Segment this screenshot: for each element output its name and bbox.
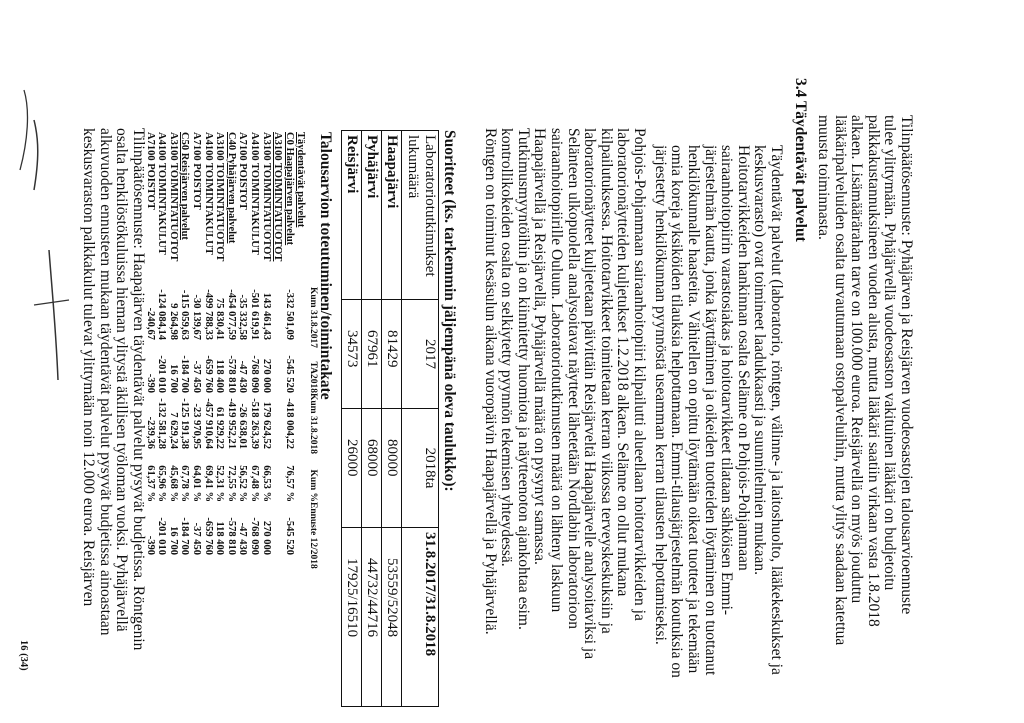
value-2018ta: 26000 [342, 409, 362, 528]
row-name: Pyhäjärvi [362, 131, 382, 300]
budget-cell: -457 910,64 [202, 398, 214, 449]
text-line: keskusvaraston palkkakulut tulevat ylittymään noin 12.000 euroa. Reisjärven [80, 128, 98, 607]
page-number: 16 (34) [18, 640, 29, 671]
budget-cell: 118 400 [214, 359, 226, 393]
budget-cell: -239,36 [144, 416, 156, 449]
section-heading: 3.4 Täydentävät palvelut [792, 78, 809, 242]
budget-row-label: A4100 TOIMINTAKULUT [156, 132, 168, 255]
budget-row-label: A4100 TOIMINTAKULUT [249, 132, 261, 255]
budget-cell: -499 788,33 [202, 289, 214, 340]
budget-cell: -47 430 [237, 360, 249, 393]
header-cell: 31.8.2017/31.8.2018 [402, 528, 439, 707]
budget-cell: -501 619,91 [249, 289, 261, 340]
row-name: Haapajärvi [382, 131, 402, 300]
budget-cell: -545 520 [283, 517, 295, 555]
budget-cell: 143 461,43 [260, 292, 272, 340]
budget-header-cell: Kum 31.8.2017 [308, 287, 318, 348]
value-period: 17925/16510 [342, 528, 362, 707]
budget-row-label: C40 Pyhäjärven palvelut [225, 132, 237, 244]
budget-header-cell: Kum 31.8.2018 [308, 393, 318, 454]
budget-row-label: A3100 TOIMINTATUOTOT [260, 132, 272, 262]
text-line: osalta henkilöstökuluissa hieman ylitystä äkillisen työloman vuoksi. Pyhäjärvellä [113, 128, 131, 632]
budget-cell: 65,96 % [156, 465, 168, 502]
budget-row-label: A7100 POISTOT [144, 132, 156, 210]
text-line: alkaen. Lisämäärärahan tarve on 100.000 euroa. Reisjärvellä on myös jouduttu [848, 115, 866, 604]
budget-cell: -418 004,22 [283, 398, 295, 449]
budget-row-label: A3100 TOIMINTATUOTOT [167, 132, 179, 262]
budget-cell: -659 760 [202, 517, 214, 555]
budget-row-label: Täydentävät palvelut [295, 132, 307, 228]
budget-cell: 118 400 [214, 521, 226, 555]
text-line: keskusvarasto) ovat toimineet laadukkaasti ja suunnitelmien mukaan. [751, 145, 769, 576]
budget-cell: 179 624,52 [260, 401, 272, 449]
budget-cell: -47 430 [237, 522, 249, 555]
budget-cell: 9 264,98 [167, 303, 179, 340]
budget-cell: 7 629,24 [167, 412, 179, 449]
budget-cell: -419 952,21 [225, 398, 237, 449]
budget-header-cell: Kum % [308, 469, 318, 502]
text-line: järjestelmän kautta, jonka käyttäminen ja oikeiden tuotteiden löytäminen on tuottanut [701, 145, 719, 676]
header-cell: Laboratoriotutkimukset lukumäärä [402, 131, 439, 300]
header-cell: 2017 [402, 300, 439, 409]
budget-cell: -184 700 [179, 517, 191, 555]
value-2017: 34573 [342, 300, 362, 409]
budget-heading: Talousarvion toteutuminen/toimintakate [317, 132, 334, 400]
budget-cell: 16 700 [167, 364, 179, 393]
text-line: henkilökunnalle haasteita. Vähitellen on opittu löytämään oikeat tuotteet ja tekemään [685, 145, 703, 674]
budget-cell: -23 970,95 [191, 403, 203, 449]
text-line: sairaanhoitopiirin varastosiakas ja hoitotarvikkeet tilataan sähköisen Emmi- [718, 145, 736, 616]
text-line: tulee ylittymään. Pyhäjärvellä vuodeosaston vakituinen lääkäri on budjetoitu [881, 115, 899, 591]
text-line: Röntgen on toiminut kesäsulun aikana vuoropäivin Haapajärvellä ja Pyhäjärvellä. [481, 128, 499, 635]
budget-cell: -124 084,14 [156, 289, 168, 340]
text-line: kilpailutuksessa. Hoitotarvikkeet toimitetaan kerran viikossa terveyskeskuksiin ja [597, 128, 615, 634]
budget-cell: 69,41 % [202, 465, 214, 502]
budget-cell: -390 [144, 535, 156, 555]
budget-row-label: A3100 TOIMINTATUOTOT [272, 132, 284, 262]
value-2018ta: 68000 [362, 409, 382, 528]
budget-cell: 76,57 % [283, 465, 295, 502]
budget-row-label: C0 Haapajärven palvelut [283, 132, 295, 246]
budget-cell: -768 090 [249, 355, 261, 393]
budget-cell: 64,01 % [191, 465, 203, 502]
budget-row-label: A4100 TOIMINTAKULUT [202, 132, 214, 255]
text-line: Tilinpäätösennuste: Haapajärven täydentävät palvelut pysyvät budjetissa. Röntgenin [130, 128, 147, 651]
budget-cell: 270 000 [260, 520, 272, 555]
budget-cell: -578 810 [225, 517, 237, 555]
budget-cell: -332 501,09 [283, 289, 295, 340]
value-period: 44732/44716 [362, 528, 382, 707]
text-line: alkuvuoden ennusteen mukaan täydentävät palvelut pysyvät budjetissa ainoastaan [96, 128, 114, 636]
text-line: lääkäripalveluiden osalta turvautumaan ostopalveluihin, mutta ylitys saadaan katettua [831, 115, 849, 646]
budget-cell: 61 929,22 [214, 407, 226, 449]
budget-cell: -184 700 [179, 355, 191, 393]
value-2017: 81429 [382, 300, 402, 409]
text-line: muusta toiminnasta. [815, 115, 833, 240]
budget-row-label: C50 Reisjärven palvelut [179, 132, 191, 240]
row-name: Reisjärvi [342, 131, 362, 300]
text-line: Hoitotarvikkeiden hankinnan osalta Selänne on Pohjois-Pohjanmaan [734, 145, 752, 571]
budget-cell: 52,31 % [214, 465, 226, 502]
text-line: järjestetty henkilökunnan pyynnöstä useamman kerran tilausten helpottamiseksi. [651, 145, 669, 645]
budget-cell: -132 581,28 [156, 398, 168, 449]
budget-cell: 72,55 % [225, 465, 237, 502]
text-line: Pohjois-Pohjanmaan sairaanhoitopiiri kilpailutti alueellaan hoitotarvikkeiden ja [631, 128, 648, 621]
budget-cell: 45,68 % [167, 465, 179, 502]
budget-row-label: A7100 POISTOT [191, 132, 203, 210]
budget-cell: -578 810 [225, 355, 237, 393]
value-2017: 67961 [362, 300, 382, 409]
budget-cell: -201 010 [156, 517, 168, 555]
budget-cell: -768 090 [249, 517, 261, 555]
budget-cell: -659 760 [202, 355, 214, 393]
budget-header-cell: TA2018 [308, 361, 318, 393]
text-line: laboratorionäytteiden kuljetukset 1.2.2018 alkaen. Selänne on ollut mukana [614, 128, 632, 597]
value-period: 53559/52048 [382, 528, 402, 707]
budget-cell: 56,52 % [237, 465, 249, 502]
budget-cell: 66,53 % [260, 465, 272, 502]
budget-cell: -30 139,67 [191, 294, 203, 340]
budget-cell: 67,48 % [249, 465, 261, 502]
text-line: omia koreja yksiköiden tilauksia helpottamaan. Emmi-tilausjärjestelmän koutuksia on [668, 145, 686, 678]
text-line: Tilinpäätösennuste: Pyhäjärven ja Reisjärven vuodeosastojen talousarvioennuste [898, 115, 915, 615]
budget-row-label: A7100 POISTOT [237, 132, 249, 210]
budget-cell: 270 000 [260, 358, 272, 393]
budget-cell: -390 [144, 373, 156, 393]
budget-row-label: A3100 TOIMINTATUOTOT [214, 132, 226, 262]
budget-cell: -125 191,38 [179, 398, 191, 449]
budget-cell: -35 332,58 [237, 294, 249, 340]
budget-cell: -454 077,59 [225, 289, 237, 340]
budget-cell: -26 638,01 [237, 403, 249, 449]
budget-cell: 75 830,41 [214, 298, 226, 340]
text-line: kontrollikokeiden osalta on selkiytetty pyynnön tekemisen yhteydessä. [498, 128, 516, 567]
text-line: palkkakustannuksineen vuoden alusta, mutta lääkäri saatiin virkaan vasta 1.8.2018 [864, 115, 882, 627]
text-line: Täydentävät palvelut (laboratorio, röntgen, välinne- ja laitoshuolto, lääkekeskukset ja [768, 145, 785, 675]
text-line: sairaanhoitopiirille Ouluun. Laboratoriotutkimusten määrä on lähteny laskuun [548, 128, 566, 613]
budget-cell: 67,78 % [179, 465, 191, 502]
budget-cell: -545 520 [283, 355, 295, 393]
budget-cell: -518 263,39 [249, 398, 261, 449]
budget-cell: -37 450 [191, 522, 203, 555]
budget-cell: 61,37 % [144, 465, 156, 502]
text-line: Tutkimusmyyntöihin ja on kiinnitetty huomiota ja näytteenoton ajankohtaa esim. [514, 128, 532, 630]
performance-heading: Suoritteet (ks. tarkemmin jäljempänä oleva taulukko): [441, 130, 458, 492]
budget-cell: -115 059,63 [179, 289, 191, 340]
budget-cell: -37 450 [191, 360, 203, 393]
value-2018ta: 80000 [382, 409, 402, 528]
text-line: Selänteen ulkopuolella analysoitavat näytteet lähetetään Nordlabin laboratorioon [564, 128, 582, 629]
budget-cell: -201 010 [156, 355, 168, 393]
budget-cell: 16 700 [167, 526, 179, 555]
header-cell: 2018ta [402, 409, 439, 528]
budget-cell: -240,67 [144, 307, 156, 340]
text-line: laboratorionäytteet kuljetetaan päivittäin Reisjärveltä Haapajärvelle analysoitaviksi ja [581, 128, 599, 660]
text-line: Haapajärvellä ja Reisjärvellä, Pyhäjärvellä määrä on pysynyt samassa. [531, 128, 549, 565]
budget-header-cell: Ennuste 12/2018 [308, 502, 318, 569]
